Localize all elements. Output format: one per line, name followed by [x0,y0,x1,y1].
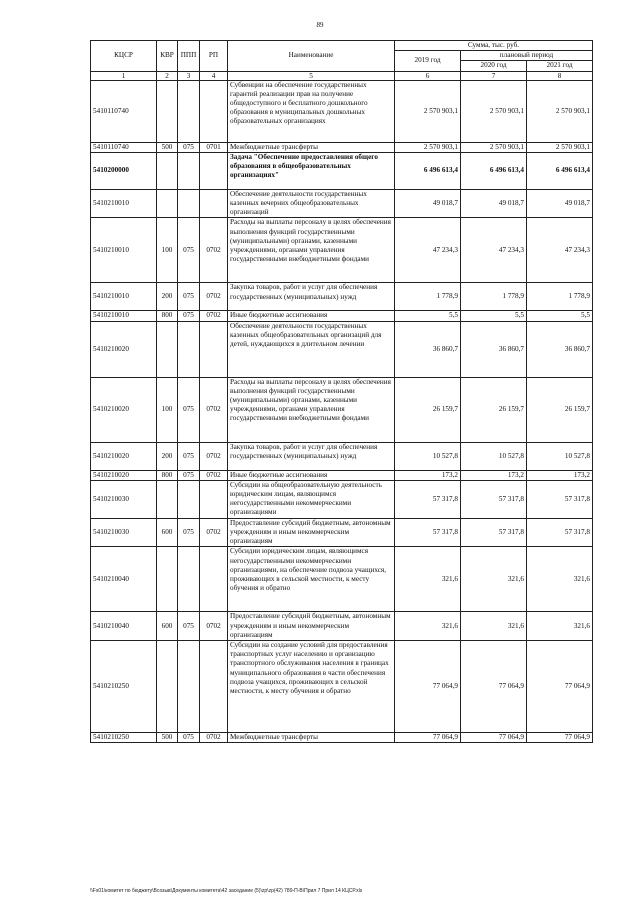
cell-name: Расходы на выплаты персоналу в целях обеспечения выполнения функций государственными (муниципальными) органами, казенными учреждениями, органами управления государственными внебюджетными фондами [228,218,395,283]
cell-amount-2021: 1 778,9 [527,283,593,311]
cell-amount-2020: 57 317,8 [461,518,527,547]
budget-table [90,40,593,743]
cell-name: Предоставление субсидий бюджетным, автономным учреждениям и иным некоммерческим организациям [228,612,395,641]
cell-amount-2019: 57 317,8 [395,480,461,518]
table-row [91,547,593,612]
cell-kcsr: 5410110740 [91,80,157,142]
cell-ppp: 075 [178,142,200,152]
cell-kcsr: 5410210010 [91,311,157,321]
cell-rp [200,480,228,518]
cell-amount-2021: 26 159,7 [527,377,593,442]
cell-amount-2020: 173,2 [461,470,527,480]
cell-rp [200,189,228,218]
cell-ppp: 075 [178,377,200,442]
table-row [91,480,593,518]
cell-amount-2020: 321,6 [461,547,527,612]
table-row [91,80,593,142]
cell-kcsr: 5410210250 [91,641,157,733]
cell-rp: 0702 [200,470,228,480]
cell-amount-2021: 47 234,3 [527,218,593,283]
header-year-2019: 2019 год [395,51,461,71]
cell-rp: 0702 [200,518,228,547]
cell-kvr [157,321,178,377]
cell-kvr [157,80,178,142]
cell-kcsr: 5410210040 [91,612,157,641]
table-row [91,152,593,189]
cell-kvr [157,189,178,218]
cell-amount-2021: 321,6 [527,612,593,641]
table-row [91,641,593,733]
col-number: 3 [178,71,200,80]
col-number: 4 [200,71,228,80]
cell-name: Иные бюджетные ассигнования [228,311,395,321]
cell-amount-2019: 47 234,3 [395,218,461,283]
table-row [91,518,593,547]
cell-name: Субсидии на создание условий для предоставления транспортных услуг населению и организацию транспортного обслуживания населения в границах муниципального образования в части обеспечения подвоза учащихся, проживающих в сельской местности, к месту обучения и обратно [228,641,395,733]
cell-kcsr: 5410210020 [91,442,157,470]
cell-rp: 0702 [200,377,228,442]
cell-kvr: 200 [157,442,178,470]
cell-ppp [178,480,200,518]
col-number: 1 [91,71,157,80]
cell-amount-2019: 2 570 903,1 [395,80,461,142]
cell-name: Предоставление субсидий бюджетным, автономным учреждениям и иным некоммерческим организациям [228,518,395,547]
cell-name: Субсидии на общеобразовательную деятельность юридическим лицам, являющимся негосударственными некоммерческими организациями [228,480,395,518]
table-row [91,189,593,218]
cell-amount-2021: 77 064,9 [527,733,593,743]
table-row [91,142,593,152]
header-ppp: ППП [178,41,200,72]
cell-kvr: 100 [157,218,178,283]
cell-ppp: 075 [178,470,200,480]
cell-rp: 0702 [200,733,228,743]
cell-kvr [157,480,178,518]
cell-ppp: 075 [178,442,200,470]
cell-kcsr: 5410200000 [91,152,157,189]
cell-amount-2021: 2 570 903,1 [527,142,593,152]
table-body [91,80,593,743]
cell-kvr [157,547,178,612]
cell-amount-2021: 173,2 [527,470,593,480]
cell-amount-2019: 321,6 [395,547,461,612]
cell-rp: 0702 [200,283,228,311]
cell-kcsr: 5410210250 [91,733,157,743]
cell-rp [200,152,228,189]
table-row [91,283,593,311]
cell-rp: 0701 [200,142,228,152]
cell-amount-2020: 5,5 [461,311,527,321]
page-number: 89 [316,21,324,29]
table-row [91,612,593,641]
cell-name: Межбюджетные трансферты [228,142,395,152]
cell-kvr: 100 [157,377,178,442]
cell-kvr: 600 [157,518,178,547]
cell-kvr: 200 [157,283,178,311]
header-planned-period: плановый период [461,51,593,61]
cell-amount-2019: 77 064,9 [395,733,461,743]
cell-amount-2021: 57 317,8 [527,518,593,547]
cell-name: Закупка товаров, работ и услуг для обеспечения государственных (муниципальных) нужд [228,283,395,311]
cell-amount-2020: 36 860,7 [461,321,527,377]
cell-ppp [178,189,200,218]
cell-amount-2020: 57 317,8 [461,480,527,518]
col-number: 2 [157,71,178,80]
header-sum: Сумма, тыс. руб. [395,41,593,51]
cell-kvr [157,152,178,189]
cell-kcsr: 5410210010 [91,189,157,218]
header-rp: РП [200,41,228,72]
cell-kcsr: 5410210010 [91,218,157,283]
cell-ppp: 075 [178,218,200,283]
cell-ppp [178,80,200,142]
cell-kcsr: 5410210030 [91,518,157,547]
cell-amount-2019: 49 018,7 [395,189,461,218]
cell-kcsr: 5410210030 [91,480,157,518]
col-number: 8 [527,71,593,80]
table-row [91,470,593,480]
cell-amount-2019: 2 570 903,1 [395,142,461,152]
table-row [91,733,593,743]
cell-amount-2020: 49 018,7 [461,189,527,218]
cell-amount-2019: 77 064,9 [395,641,461,733]
cell-ppp [178,321,200,377]
cell-amount-2020: 47 234,3 [461,218,527,283]
cell-amount-2019: 10 527,8 [395,442,461,470]
header-year-2021: 2021 год [527,61,593,71]
cell-ppp: 075 [178,733,200,743]
table-row [91,442,593,470]
cell-amount-2021: 6 496 613,4 [527,152,593,189]
cell-amount-2021: 321,6 [527,547,593,612]
cell-amount-2019: 6 496 613,4 [395,152,461,189]
cell-name: Обеспечение деятельности государственных казенных вечерних общеобразовательных организаций [228,189,395,218]
cell-name: Межбюджетные трансферты [228,733,395,743]
col-number: 6 [395,71,461,80]
cell-kcsr: 5410210010 [91,283,157,311]
header-name: Наименование [228,41,395,72]
cell-amount-2020: 321,6 [461,612,527,641]
cell-amount-2021: 57 317,8 [527,480,593,518]
table-row [91,321,593,377]
header-kcsr: КЦСР [91,41,157,72]
cell-amount-2019: 173,2 [395,470,461,480]
cell-rp [200,547,228,612]
cell-name: Расходы на выплаты персоналу в целях обеспечения выполнения функций государственными (муниципальными) органами, казенными учреждениями, органами управления государственными внебюджетными фондами [228,377,395,442]
cell-kcsr: 5410210040 [91,547,157,612]
cell-amount-2019: 5,5 [395,311,461,321]
cell-kvr: 500 [157,733,178,743]
cell-amount-2021: 49 018,7 [527,189,593,218]
table-row [91,377,593,442]
cell-name: Обеспечение деятельности государственных казенных общеобразовательных организаций для детей, нуждающихся в длительном лечении [228,321,395,377]
cell-name: Иные бюджетные ассигнования [228,470,395,480]
table-row [91,218,593,283]
table-row [91,311,593,321]
col-number: 7 [461,71,527,80]
cell-name: Субвенции на обеспечение государственных гарантий реализации прав на получение общедоступного и бесплатного дошкольного образования в муниципальных дошкольных образовательных организациях [228,80,395,142]
cell-kvr [157,641,178,733]
cell-kvr: 800 [157,470,178,480]
cell-amount-2020: 10 527,8 [461,442,527,470]
col-number: 5 [228,71,395,80]
cell-amount-2019: 321,6 [395,612,461,641]
file-path: \\Fs01\комитет по бюджету\Всозыв\Документы комитета\42 заседание (5)\zp\zp(42) 789-П-В\Прил 7 Прил 14 КЦСР.xls [90,888,363,894]
cell-kvr: 500 [157,142,178,152]
cell-name: Субсидии юридическим лицам, являющимся негосударственными некоммерческими организациями, на обеспечение подвоза учащихся, проживающих в сельской местности, к месту обучения и обратно [228,547,395,612]
cell-kcsr: 5410110740 [91,142,157,152]
cell-rp: 0702 [200,612,228,641]
cell-ppp [178,152,200,189]
cell-ppp [178,547,200,612]
header-year-2020: 2020 год [461,61,527,71]
cell-amount-2021: 2 570 903,1 [527,80,593,142]
cell-rp [200,80,228,142]
cell-amount-2020: 2 570 903,1 [461,142,527,152]
cell-rp [200,641,228,733]
cell-rp: 0702 [200,218,228,283]
cell-ppp: 075 [178,518,200,547]
cell-amount-2019: 1 778,9 [395,283,461,311]
cell-amount-2021: 10 527,8 [527,442,593,470]
cell-ppp [178,641,200,733]
cell-kcsr: 5410210020 [91,470,157,480]
cell-amount-2020: 26 159,7 [461,377,527,442]
cell-amount-2019: 26 159,7 [395,377,461,442]
header-kvr: КВР [157,41,178,72]
cell-rp [200,321,228,377]
cell-amount-2021: 36 860,7 [527,321,593,377]
cell-kcsr: 5410210020 [91,321,157,377]
cell-kvr: 600 [157,612,178,641]
cell-ppp: 075 [178,283,200,311]
cell-amount-2020: 1 778,9 [461,283,527,311]
cell-ppp: 075 [178,311,200,321]
cell-amount-2020: 6 496 613,4 [461,152,527,189]
cell-rp: 0702 [200,442,228,470]
cell-name: Закупка товаров, работ и услуг для обеспечения государственных (муниципальных) нужд [228,442,395,470]
cell-kcsr: 5410210020 [91,377,157,442]
cell-amount-2019: 36 860,7 [395,321,461,377]
cell-amount-2021: 77 064,9 [527,641,593,733]
cell-amount-2021: 5,5 [527,311,593,321]
cell-name: Задача "Обеспечение предоставления общего образования в общеобразовательных организациях" [228,152,395,189]
cell-amount-2020: 77 064,9 [461,733,527,743]
cell-ppp: 075 [178,612,200,641]
cell-amount-2019: 57 317,8 [395,518,461,547]
cell-amount-2020: 77 064,9 [461,641,527,733]
cell-rp: 0702 [200,311,228,321]
cell-kvr: 800 [157,311,178,321]
cell-amount-2020: 2 570 903,1 [461,80,527,142]
